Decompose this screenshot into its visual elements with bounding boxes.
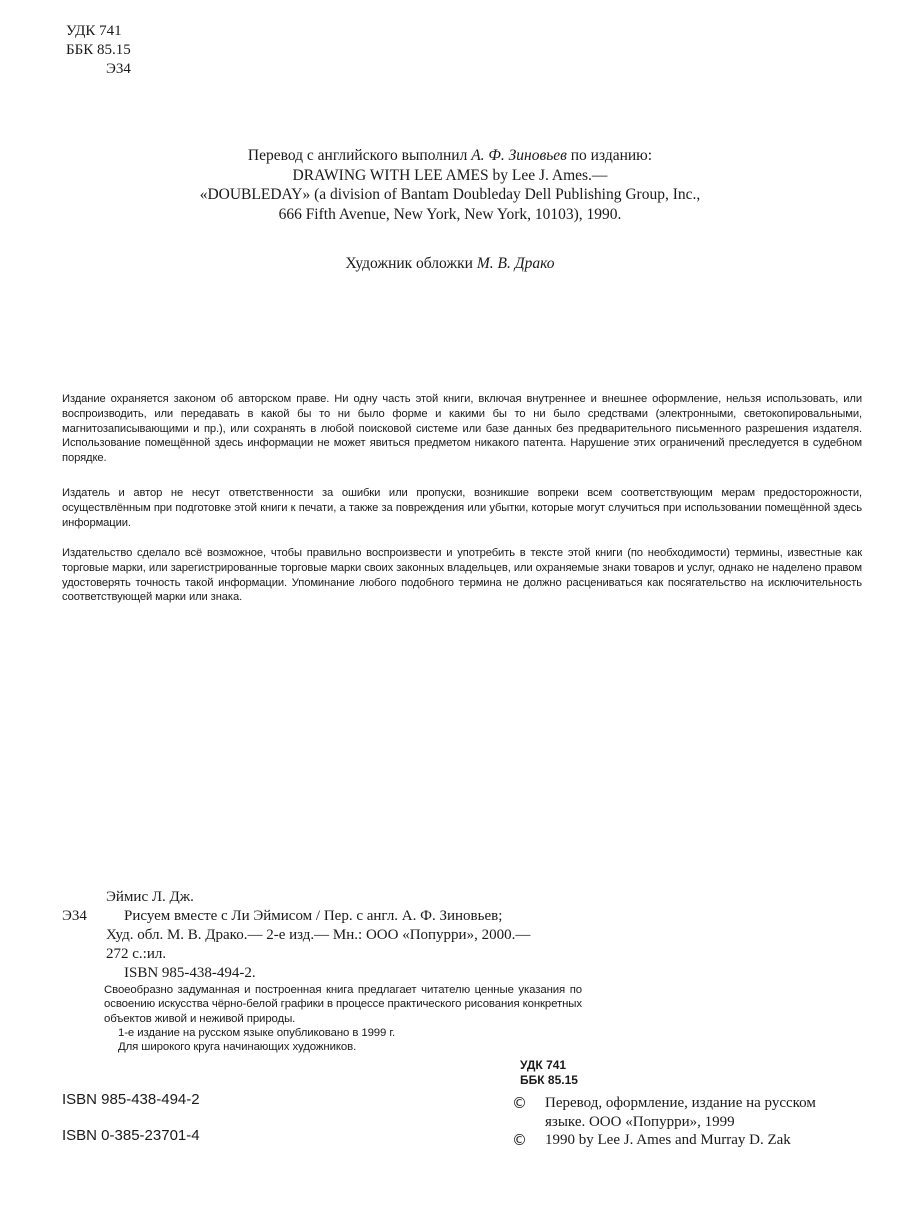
bbk-code: ББК 85.15 [66, 42, 131, 58]
isbn-original: ISBN 0-385-23701-4 [62, 1127, 200, 1144]
card-code: Э34 [62, 908, 87, 924]
copyright-icon: © [512, 1094, 527, 1112]
copyright-icon: © [512, 1131, 527, 1149]
card-isbn: ISBN 985-438-494-2. [124, 965, 256, 981]
classification-bottom [520, 1058, 578, 1087]
translation-line-4: 666 Fifth Avenue, New York, New York, 10103), 1990. [278, 205, 622, 223]
annotation-description: Своеобразно задуманная и построенная книга предлагает читателю ценные указания по освоению искусства чёрно-белой графики в процессе практического рисования конкретных объектов живой и неживой природы. [104, 984, 582, 1025]
translator-name: А. Ф. Зиновьев [471, 147, 567, 164]
copyright-block [512, 1094, 872, 1150]
annotation-first-edition: 1-е издание на русском языке опубликовано в 1999 г. [118, 1026, 396, 1039]
annotation-audience: Для широкого круга начинающих художников. [118, 1041, 357, 1054]
card-pages-line: 272 с.:ил. [106, 946, 167, 962]
author-sign: Э34 [106, 61, 131, 77]
cover-artist-label: Художник обложки [345, 255, 477, 272]
legal-paragraph-trademarks: Издательство сделало всё возможное, чтобы правильно воспроизвести и употребить в тексте этой книги (по необходимости) термины, известные как торговые марки, или зарегистрированные торговые марки своих законных владельцев, или охраняемые знаки товаров и услуг, однако не наделено правом удостоверять точность такой информации. Упоминание любого подобного термина не должно расцениваться как посягательство на исключительность соответствующей марки или знака. [62, 547, 862, 604]
isbn-list [62, 1090, 200, 1145]
copyright-translation-line-2: языке. ООО «Попурри», 1999 [545, 1113, 735, 1130]
cover-artist [150, 254, 750, 273]
udk-code: УДК 741 [66, 23, 122, 39]
translation-line-2: DRAWING WITH LEE AMES by Lee J. Ames.— [292, 166, 608, 184]
card-publication-line: Худ. обл. М. В. Драко.— 2-е изд.— Мн.: ООО «Попурри», 2000.— [106, 927, 531, 943]
copyright-original-line: 1990 by Lee J. Ames and Murray D. Zak [545, 1132, 791, 1148]
copyright-translation-line-1: Перевод, оформление, издание на русском [545, 1095, 816, 1111]
translation-info [150, 146, 750, 224]
cover-artist-name: М. В. Драко [476, 255, 555, 272]
isbn-russian: ISBN 985-438-494-2 [62, 1091, 200, 1108]
legal-paragraph-liability: Издатель и автор не несут ответственности за ошибки или пропуски, возникшие вопреки всем соответствующим мерам предосторожности, осуществлённым при подготовке этой книги к печати, а также за повреждения или убытки, которые могут случиться при использовании помещённой здесь информации. [62, 487, 862, 529]
translation-suffix: по изданию: [566, 147, 653, 164]
bbk-code-bottom: ББК 85.15 [520, 1072, 578, 1087]
copyright-entry-original [512, 1131, 872, 1150]
translation-line-3: «DOUBLEDAY» (a division of Bantam Doubleday Dell Publishing Group, Inc., [199, 186, 701, 203]
card-title-line: Рисуем вместе с Ли Эймисом / Пер. с англ. А. Ф. Зиновьев; [124, 908, 503, 924]
copyright-entry-translation [512, 1094, 872, 1131]
translation-line-1 [150, 146, 750, 166]
annotation [104, 983, 582, 1054]
translation-prefix: Перевод с английского выполнил [247, 147, 472, 164]
udk-code-bottom: УДК 741 [520, 1058, 567, 1072]
card-author: Эймис Л. Дж. [106, 889, 194, 905]
legal-paragraph-copyright: Издание охраняется законом об авторском праве. Ни одну часть этой книги, включая внутреннее и внешнее оформление, нельзя использовать, или воспроизводить, или передавать в какой бы то ни было форме и какими бы то ни было средствами (электронными, светокопировальными, магнитозаписывающими и пр.), или сохранять в любой поисковой системе или базе данных без предварительного письменного разрешения издателя. Использование помещённой здесь информации не может явиться предметом никакого патента. Нарушение этих ограничений преследуется в судебном порядке. [62, 393, 862, 465]
bibliographic-card [62, 888, 592, 983]
classification-top [66, 22, 131, 79]
